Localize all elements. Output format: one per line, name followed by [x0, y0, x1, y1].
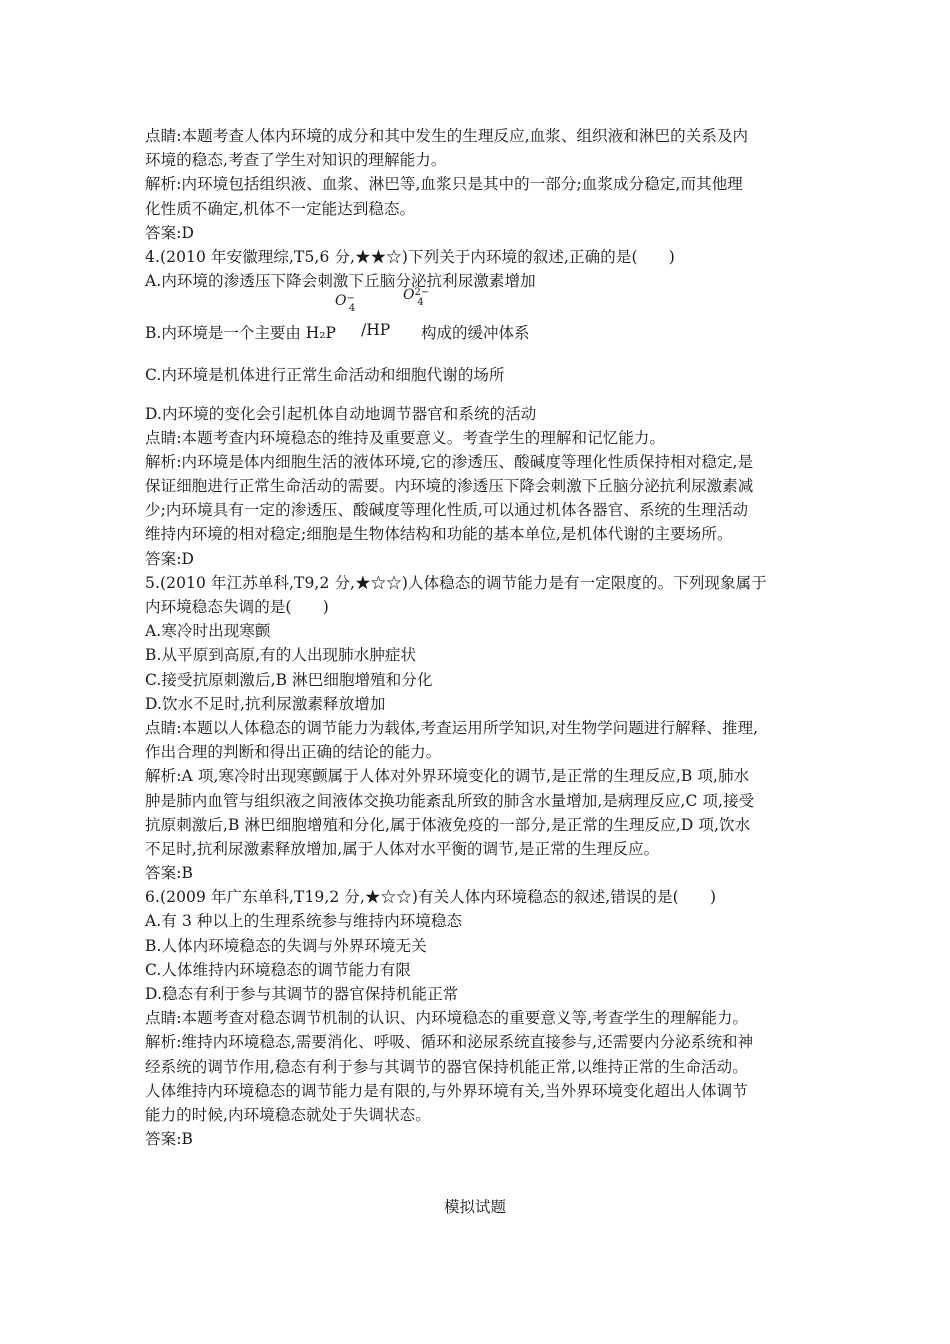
- text-line: 解析:A 项,寒冷时出现寒颤属于人体对外界环境变化的调节,是正常的生理反应,B 项,肺水: [145, 767, 750, 786]
- text-line: 答案:D: [145, 549, 195, 568]
- text-line: A.寒冷时出现寒颤: [145, 622, 271, 641]
- text-line: 答案:B: [145, 1130, 194, 1149]
- phosphate-ion-1: $O^-_4$: [335, 293, 356, 315]
- text-line: A.有 3 种以上的生理系统参与维持内环境稳态: [145, 912, 463, 931]
- text-line: 保证细胞进行正常生命活动的需要。内环境的渗透压下降会刺激下丘脑分泌抗利尿激素减: [145, 477, 754, 496]
- text-line: D.饮水不足时,抗利尿激素释放增加: [145, 694, 386, 713]
- text-line: 点睛:本题考查内环境稳态的维持及重要意义。考查学生的理解和记忆能力。: [145, 428, 666, 447]
- text-line: B.从平原到高原,有的人出现肺水肿症状: [145, 646, 417, 665]
- formula-prefix: B.内环境是一个主要由 H₂P: [145, 324, 336, 343]
- text-block-2: [145, 402, 825, 1152]
- text-line: D.内环境的变化会引起机体自动地调节器官和系统的活动: [145, 404, 537, 423]
- text-line: 6.(2009 年广东单科,T19,2 分,★☆☆)有关人体内环境稳态的叙述,错误的是( ): [145, 888, 717, 907]
- text-line: 维持内环境的相对稳定;细胞是生物体结构和功能的基本单位,是机体代谢的主要场所。: [145, 525, 733, 544]
- option-c-line: C.内环境是机体进行正常生命活动和细胞代谢的场所: [145, 366, 505, 385]
- text-line: C.接受抗原刺激后,B 淋巴细胞增殖和分化: [145, 670, 433, 689]
- text-line: 解析:维持内环境稳态,需要消化、呼吸、循环和泌尿系统直接参与,还需要内分泌系统和神: [145, 1033, 754, 1052]
- text-line: 环境的稳态,考查了学生对知识的理解能力。: [145, 151, 447, 170]
- text-line: 4.(2010 年安徽理综,T5,6 分,★★☆)下列关于内环境的叙述,正确的是( ): [145, 247, 675, 266]
- text-line: 点睛:本题以人体稳态的调节能力为载体,考查运用所学知识,对生物学问题进行解释、推理,: [145, 718, 759, 737]
- text-line: A.内环境的渗透压下降会刺激下丘脑分泌抗利尿激素增加: [145, 272, 536, 291]
- formula-middle: /HP: [361, 321, 391, 340]
- text-line: 作出合理的判断和得出正确的结论的能力。: [145, 743, 442, 762]
- text-line: 经系统的调节作用,稳态有利于参与其调节的器官保持机能正常,以维持正常的生命活动。: [145, 1057, 748, 1076]
- text-line: 点睛:本题考查对稳态调节机制的认识、内环境稳态的重要意义等,考查学生的理解能力。: [145, 1009, 749, 1028]
- text-line: 肿是肺内血管与组织液之间液体交换功能紊乱所致的肺含水量增加,是病理反应,C 项,接受: [145, 791, 755, 810]
- text-line: 不足时,抗利尿激素释放增加,属于人体对水平衡的调节,是正常的生理反应。: [145, 839, 660, 858]
- text-line: 解析:内环境是体内细胞生活的液体环境,它的渗透压、酸碱度等理化性质保持相对稳定,是: [145, 452, 754, 471]
- text-line: 5.(2010 年江苏单科,T9,2 分,★☆☆)人体稳态的调节能力是有一定限度的。下列现象属于: [145, 573, 767, 592]
- text-block-1: [145, 124, 825, 293]
- text-line: 少;内环境具有一定的渗透压、酸碱度等理化性质,可以通过机体各器官、系统的生理活动: [145, 501, 749, 520]
- text-line: 点睛:本题考查人体内环境的成分和其中发生的生理反应,血浆、组织液和淋巴的关系及内: [145, 127, 749, 145]
- phosphate-ion-2: $O^{2-}_4$: [403, 287, 430, 309]
- section-title: 模拟试题: [443, 1198, 506, 1216]
- text-line: B.人体内环境稳态的失调与外界环境无关: [145, 936, 427, 955]
- option-b-formula: [145, 287, 825, 349]
- text-line: 人体维持内环境稳态的调节能力是有限的,与外界环境有关,当外界环境变化超出人体调节: [145, 1081, 748, 1100]
- document-body: [145, 124, 825, 1151]
- formula-suffix: 构成的缓冲体系: [421, 324, 530, 343]
- text-line: 内环境稳态失调的是( ): [145, 598, 329, 616]
- text-line: 答案:B: [145, 864, 194, 883]
- text-line: 抗原刺激后,B 淋巴细胞增殖和分化,属于体液免疫的一部分,是正常的生理反应,D 项,饮水: [145, 815, 751, 834]
- text-line: 答案:D: [145, 223, 195, 242]
- text-line: 化性质不确定,机体不一定能达到稳态。: [145, 199, 416, 218]
- text-line: D.稳态有利于参与其调节的器官保持机能正常: [145, 985, 459, 1003]
- text-line: 解析:内环境包括组织液、血浆、淋巴等,血浆只是其中的一部分;血浆成分稳定,而其他理: [145, 175, 743, 194]
- text-line: C.人体维持内环境稳态的调节能力有限: [145, 960, 412, 979]
- text-line: 能力的时候,内环境稳态就处于失调状态。: [145, 1105, 431, 1124]
